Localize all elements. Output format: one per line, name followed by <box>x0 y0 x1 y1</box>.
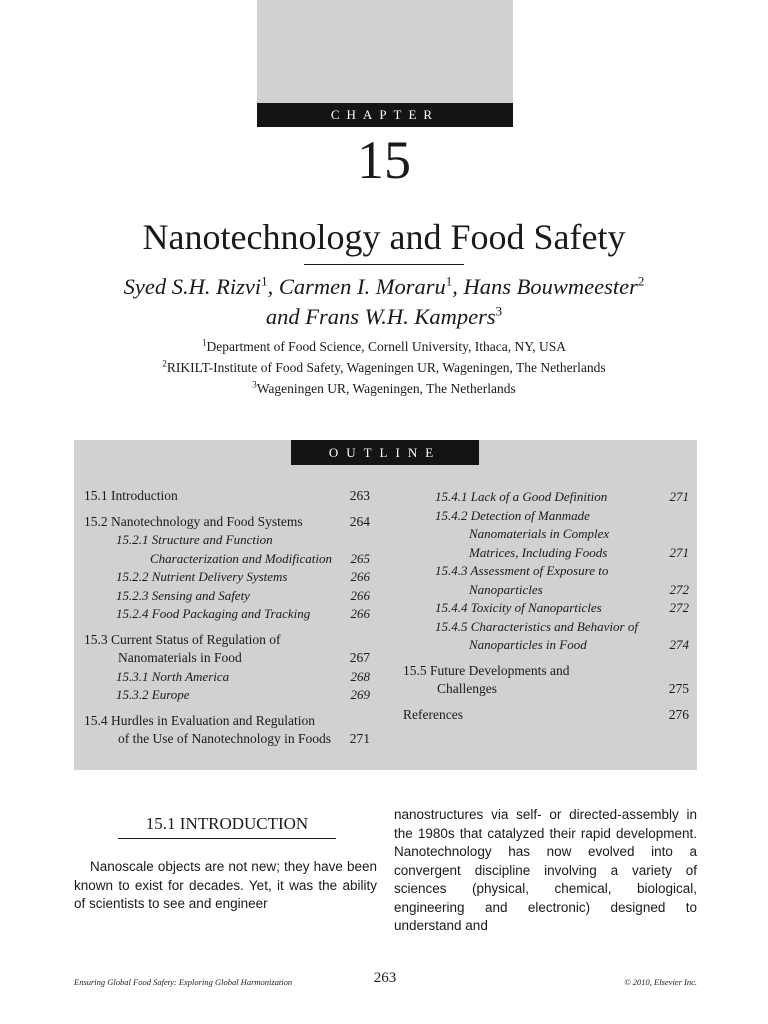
outline-entry-title: 15.3.2 Europe <box>116 687 190 702</box>
outline-entry <box>403 662 689 699</box>
outline-entry-title: Challenges <box>437 681 497 696</box>
outline-entry-title: 15.2 Nanotechnology and Food Systems <box>84 513 303 529</box>
outline-entry-page: 272 <box>669 600 689 615</box>
outline-entry-title: References <box>403 706 463 722</box>
outline-entry-title: 15.4.2 Detection of Manmade <box>435 507 590 523</box>
title-rule <box>304 264 464 265</box>
outline-entry <box>403 507 689 563</box>
outline-entry <box>84 513 370 532</box>
outline-entry-page: 275 <box>668 681 689 696</box>
outline-entry-page: 266 <box>350 587 370 603</box>
chapter-label: CHAPTER <box>257 103 513 127</box>
authors: Syed S.H. Rizvi$^1$, Carmen I. Moraru$^1$, Hans Bouwmeester$^2$ and Frans W.H. Kampers$^3$ <box>123 273 645 329</box>
chapter-number: 15 <box>357 130 411 190</box>
page-number: 263 <box>373 970 397 986</box>
outline-entry-page: 265 <box>350 550 370 566</box>
outline-entry-title: 15.3.1 North America <box>116 668 230 684</box>
outline-entry <box>84 568 370 587</box>
chapter-title: Nanotechnology and Food Safety <box>142 217 626 257</box>
outline-entry-page: 272 <box>669 581 689 597</box>
affiliation: $^3$Wageningen UR, Wageningen, The Netherlands <box>252 379 516 396</box>
outline-entry <box>84 631 370 668</box>
author-affil-mark: 1 <box>445 273 453 289</box>
outline-entry <box>84 531 370 568</box>
outline-entry-title: Characterization and Modification <box>150 550 332 566</box>
outline-entry-page: 264 <box>349 513 370 529</box>
outline-entry <box>403 599 689 618</box>
affiliation: $^1$Department of Food Science, Cornell University, Ithaca, NY, USA <box>201 337 567 354</box>
outline-entry <box>84 487 370 506</box>
outline-entry <box>84 587 370 606</box>
outline-entry-title: 15.2.2 Nutrient Delivery Systems <box>116 569 288 584</box>
body-text-left: Nanoscale objects are not new; they have been known to exist for decades. Yet, it was the ability of scientists to see and engineer <box>74 859 377 911</box>
author-name: Syed S.H. Rizvi <box>123 274 262 299</box>
outline-right-column <box>403 488 689 724</box>
outline-entry-title: Matrices, Including Foods <box>469 544 608 560</box>
outline-entry-title: Nanoparticles <box>469 581 543 597</box>
outline-entry <box>84 605 370 624</box>
chapter-header-tab <box>257 0 513 103</box>
outline-entry-title: 15.4 Hurdles in Evaluation and Regulation <box>84 712 315 728</box>
author-affil-mark: 1 <box>261 273 268 289</box>
outline-entry-title: Nanoparticles in Food <box>469 637 587 652</box>
affiliation: $^2$RIKILT-Institute of Food Safety, Wageningen UR, Wageningen, The Netherlands <box>162 358 606 375</box>
outline-entry-page: 268 <box>350 668 370 684</box>
body-text-right: nanostructures via self- or directed-assembly in the 1980s that catalyzed their rapid development. Nanotechnology has now evolved into a convergent discipline involving a variety of sciences (physical, chemical, biological, engineering and electronic) designed to understand and <box>394 807 697 933</box>
section-heading: 15.1 INTRODUCTION <box>145 814 309 833</box>
author-affil-mark: 2 <box>637 273 645 289</box>
outline-entry-title: 15.4.3 Assessment of Exposure to <box>435 563 609 578</box>
outline-entry <box>84 668 370 687</box>
outline-entry-title: 15.3 Current Status of Regulation of <box>84 631 281 647</box>
author-name: Frans W.H. Kampers <box>305 304 496 329</box>
outline-entry-page: 267 <box>349 650 370 665</box>
outline-entry <box>84 686 370 705</box>
outline-entry-title: 15.1 Introduction <box>84 488 178 503</box>
outline-entry-title: 15.5 Future Developments and <box>403 662 570 678</box>
footer-copyright: © 2010, Elsevier Inc. <box>624 977 697 987</box>
outline-entry-title: 15.4.4 Toxicity of Nanoparticles <box>435 600 602 615</box>
outline-entry-page: 271 <box>349 731 370 746</box>
outline-entry-title: Nanomaterials in Food <box>118 650 242 665</box>
outline-entry-title: 15.4.1 Lack of a Good Definition <box>435 489 608 504</box>
outline-entry-page: 269 <box>350 687 370 702</box>
outline-entry-page: 271 <box>669 489 689 504</box>
outline-entry <box>403 488 689 507</box>
outline-entry <box>403 706 689 725</box>
outline-entry-title: Nanomaterials in Complex <box>469 526 610 541</box>
outline-label: OUTLINE <box>291 440 479 465</box>
outline-entry <box>403 618 689 655</box>
outline-left-column <box>84 487 370 749</box>
outline-entry-title: 15.2.4 Food Packaging and Tracking <box>116 606 311 621</box>
outline-entry <box>84 712 370 749</box>
outline-entry-title: 15.2.1 Structure and Function <box>116 532 273 547</box>
outline-entry-page: 266 <box>350 606 370 621</box>
author-affil-mark: 3 <box>495 303 503 319</box>
outline-entry-page: 271 <box>669 544 689 560</box>
author-name: Hans Bouwmeester <box>463 274 638 299</box>
outline-entry-title: 15.2.3 Sensing and Safety <box>116 587 250 603</box>
outline-entry-page: 266 <box>350 569 370 584</box>
outline-entry-page: 276 <box>668 706 689 722</box>
outline-entry-title: 15.4.5 Characteristics and Behavior of <box>435 618 638 634</box>
outline-entry-page: 263 <box>349 488 370 503</box>
footer-book-title: Ensuring Global Food Safety: Exploring Global Harmonization <box>74 977 293 987</box>
author-name: Carmen I. Moraru <box>278 274 446 299</box>
section-heading-rule <box>118 838 336 839</box>
outline-entry-page: 274 <box>669 637 689 652</box>
outline-entry <box>403 562 689 599</box>
outline-entry-title: of the Use of Nanotechnology in Foods <box>118 731 331 746</box>
affiliations <box>40 336 728 399</box>
